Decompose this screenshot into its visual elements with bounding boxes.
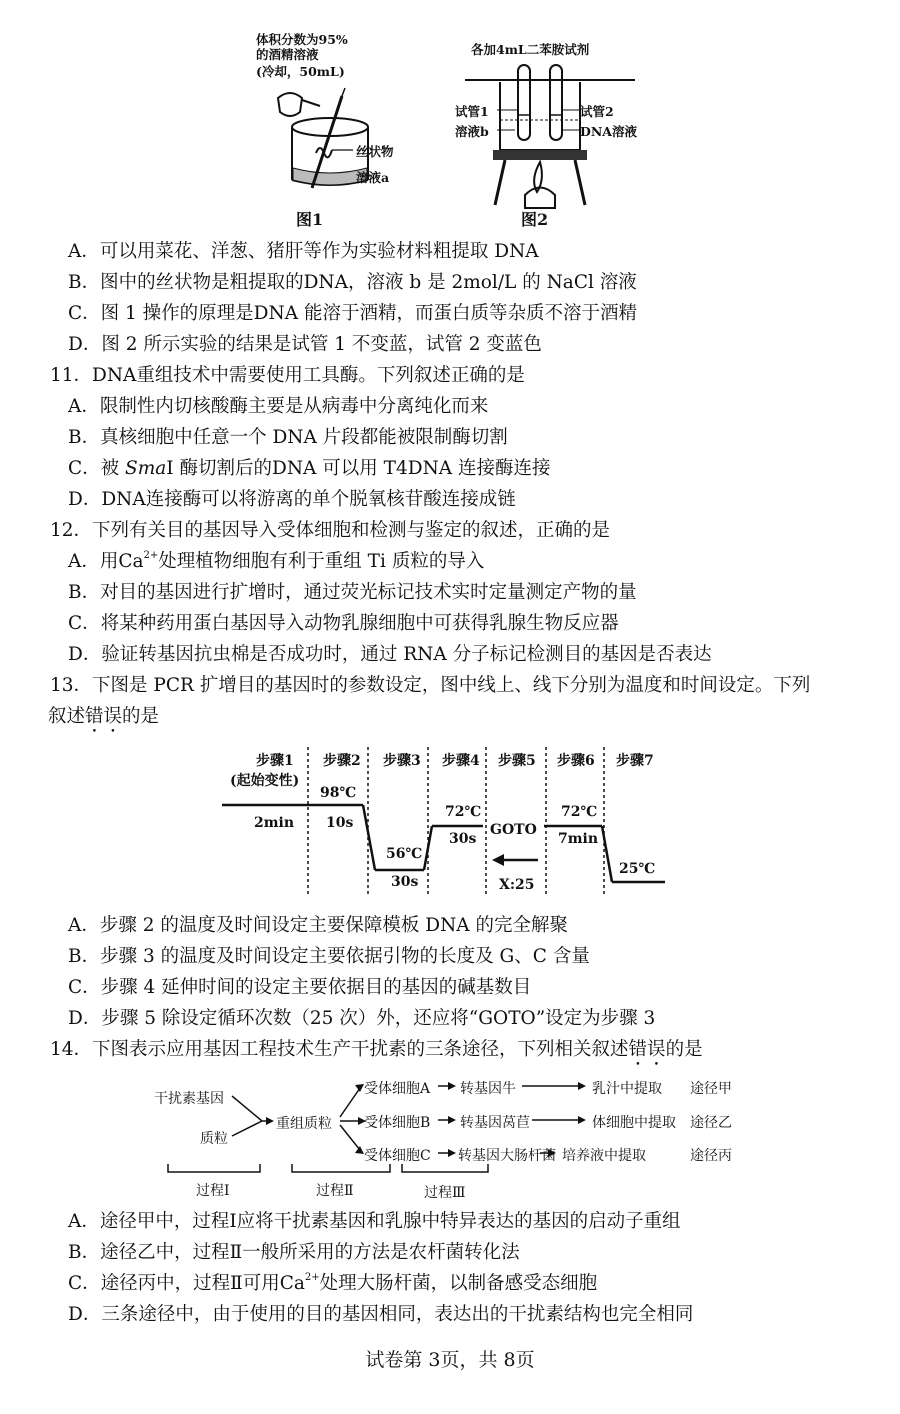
q10-option-c: C．图 1 操作的原理是DNA 能溶于酒精，而蛋白质等杂质不溶于酒精 xyxy=(68,303,637,324)
flow-transgenic-cow: 转基因牛 xyxy=(460,1081,516,1097)
flow-milk-extraction: 乳汁中提取 xyxy=(592,1081,662,1097)
flow-body-cell-extraction: 体细胞中提取 xyxy=(592,1115,676,1131)
dna-solution-label: DNA溶液 xyxy=(580,124,637,139)
q10-option-b: B．图中的丝状物是粗提取的DNA，溶液 b 是 2mol/L 的 NaCl 溶液 xyxy=(68,272,637,293)
q11-option-b: B．真核细胞中任意一个 DNA 片段都能被限制酶切割 xyxy=(68,427,508,448)
pcr-temp-6: 72℃ xyxy=(561,804,598,820)
flow-plasmid: 质粒 xyxy=(200,1131,228,1147)
figure-1-caption: 图1 xyxy=(296,210,324,229)
pcr-time-2: 10s xyxy=(326,815,354,831)
pcr-step-1: 步骤1 xyxy=(256,753,294,769)
pcr-step-1-sub: (起始变性) xyxy=(230,773,300,789)
pcr-step-3: 步骤3 xyxy=(383,753,421,769)
solution-a-label: 溶液a xyxy=(356,170,390,185)
q12-option-a xyxy=(68,550,484,574)
pcr-temp-2: 98℃ xyxy=(320,785,357,801)
q14-stem xyxy=(50,1038,703,1070)
q12-option-c: C．将某种药用蛋白基因导入动物乳腺细胞中可获得乳腺生物反应器 xyxy=(68,613,619,634)
flow-route-bing: 途径丙 xyxy=(690,1148,732,1164)
flow-medium-extraction: 培养液中提取 xyxy=(562,1148,646,1164)
pcr-temp-3: 56℃ xyxy=(386,846,423,862)
q13-option-d: D．步骤 5 除设定循环次数（25 次）外，还应将“GOTO”设定为步骤 3 xyxy=(68,1008,656,1029)
q14-option-c xyxy=(68,1272,597,1296)
figure-2-caption: 图2 xyxy=(521,210,549,229)
pcr-temp-4: 72℃ xyxy=(445,804,482,820)
q10-option-a: A．可以用菜花、洋葱、猪肝等作为实验材料粗提取 DNA xyxy=(68,241,539,262)
q14-option-c-prefix: C．途径丙中，过程Ⅱ可用Ca xyxy=(68,1273,305,1294)
flow-transgenic-ecoli: 转基因大肠杆菌 xyxy=(458,1148,556,1164)
pcr-step-7: 步骤7 xyxy=(616,753,654,769)
q13-option-b: B．步骤 3 的温度及时间设定主要依据引物的长度及 G、C 含量 xyxy=(68,946,590,967)
ethanol-label-2: 的酒精溶液 xyxy=(256,47,319,62)
flow-recipient-cell-a: 受体细胞A xyxy=(364,1081,431,1097)
q11-option-c-suffix: I 酶切割后的DNA 可以用 T4DNA 连接酶连接 xyxy=(166,458,551,479)
ethanol-label-3: (冷却，50mL) xyxy=(256,64,345,79)
q12-option-a-charge: 2+ xyxy=(143,550,159,561)
pcr-temp-7: 25℃ xyxy=(619,861,656,877)
flow-recombinant-plasmid: 重组质粒 xyxy=(276,1116,332,1132)
pcr-time-4: 30s xyxy=(449,831,477,847)
q14-option-a: A．途径甲中，过程Ⅰ应将干扰素基因和乳腺中特异表达的基因的启动子重组 xyxy=(68,1211,681,1232)
q14-option-d: D．三条途径中，由于使用的目的基因相同，表达出的干扰素结构也完全相同 xyxy=(68,1304,694,1325)
pcr-step-4: 步骤4 xyxy=(442,753,480,769)
q11-option-a: A．限制性内切核酸酶主要是从病毒中分离纯化而来 xyxy=(68,396,489,417)
q11-option-c xyxy=(68,457,551,481)
tube-1-label: 试管1 xyxy=(455,104,489,119)
pcr-time-3: 30s xyxy=(391,874,419,890)
q13-stem-prefix: 叙述 xyxy=(48,706,86,727)
flow-recipient-cell-b: 受体细胞B xyxy=(364,1115,431,1131)
flow-route-jia: 途径甲 xyxy=(690,1081,732,1097)
q14-option-b: B．途径乙中，过程Ⅱ一般所采用的方法是农杆菌转化法 xyxy=(68,1242,520,1263)
q11-stem: 11．DNA重组技术中需要使用工具酶。下列叙述正确的是 xyxy=(50,365,525,386)
flow-process-1: 过程Ⅰ xyxy=(196,1183,230,1199)
q14-option-c-charge: 2+ xyxy=(304,1272,320,1283)
flow-interferon-gene: 干扰素基因 xyxy=(154,1091,224,1107)
ethanol-label-1: 体积分数为95% xyxy=(256,32,348,47)
pcr-step-5: 步骤5 xyxy=(498,753,536,769)
q11-option-c-enzyme: Sma xyxy=(125,458,167,479)
flow-transgenic-lettuce: 转基因莴苣 xyxy=(460,1115,530,1131)
q13-stem-suffix: 的是 xyxy=(122,706,160,727)
q12-option-b: B．对目的基因进行扩增时，通过荧光标记技术实时定量测定产物的量 xyxy=(68,582,637,603)
q12-stem: 12．下列有关目的基因导入受体细胞和检测与鉴定的叙述，正确的是 xyxy=(50,520,611,541)
pcr-time-6: 7min xyxy=(558,831,599,847)
tube-2-label: 试管2 xyxy=(580,104,614,119)
pcr-goto-label: GOTO xyxy=(490,822,537,838)
q14-stem-suffix: 的是 xyxy=(665,1039,703,1060)
q10-option-d: D．图 2 所示实验的结果是试管 1 不变蓝，试管 2 变蓝色 xyxy=(68,334,542,355)
q11-option-c-prefix: C．被 xyxy=(68,458,126,479)
q13-option-c: C．步骤 4 延伸时间的设定主要依据目的基因的碱基数目 xyxy=(68,977,532,998)
flow-process-2: 过程Ⅱ xyxy=(316,1183,354,1199)
q14-stem-emphasis: 错误 xyxy=(628,1039,666,1060)
flow-process-3: 过程Ⅲ xyxy=(424,1185,466,1201)
page-footer: 试卷第 3页，共 8页 xyxy=(365,1349,535,1371)
q13-stem-emphasis: 错误 xyxy=(85,706,123,727)
pcr-step-2: 步骤2 xyxy=(323,753,361,769)
q13-stem-line-1: 13．下图是 PCR 扩增目的基因时的参数设定，图中线上、线下分别为温度和时间设定。下列 xyxy=(50,675,811,696)
q12-option-d: D．验证转基因抗虫棉是否成功时，通过 RNA 分子标记检测目的基因是否表达 xyxy=(68,644,712,665)
q14-stem-prefix: 14．下图表示应用基因工程技术生产干扰素的三条途径，下列相关叙述 xyxy=(50,1039,629,1060)
flow-recipient-cell-c: 受体细胞C xyxy=(364,1148,431,1164)
q14-option-c-suffix: 处理大肠杆菌，以制备感受态细胞 xyxy=(319,1273,598,1294)
q11-option-d: D．DNA连接酶可以将游离的单个脱氧核苷酸连接成链 xyxy=(68,489,516,510)
pcr-step-6: 步骤6 xyxy=(557,753,595,769)
pcr-time-1: 2min xyxy=(254,815,295,831)
solution-b-label: 溶液b xyxy=(455,124,489,139)
q13-stem-line-2 xyxy=(48,705,159,737)
pcr-loop-count: X:25 xyxy=(499,877,535,893)
q12-option-a-suffix: 处理植物细胞有利于重组 Ti 质粒的导入 xyxy=(158,551,485,572)
reagent-label: 各加4mL二苯胺试剂 xyxy=(471,42,590,57)
q13-option-a: A．步骤 2 的温度及时间设定主要保障模板 DNA 的完全解聚 xyxy=(68,915,569,936)
q12-option-a-prefix: A．用Ca xyxy=(68,551,144,572)
flow-route-yi: 途径乙 xyxy=(690,1115,732,1131)
floc-label: 丝状物 xyxy=(356,144,394,159)
